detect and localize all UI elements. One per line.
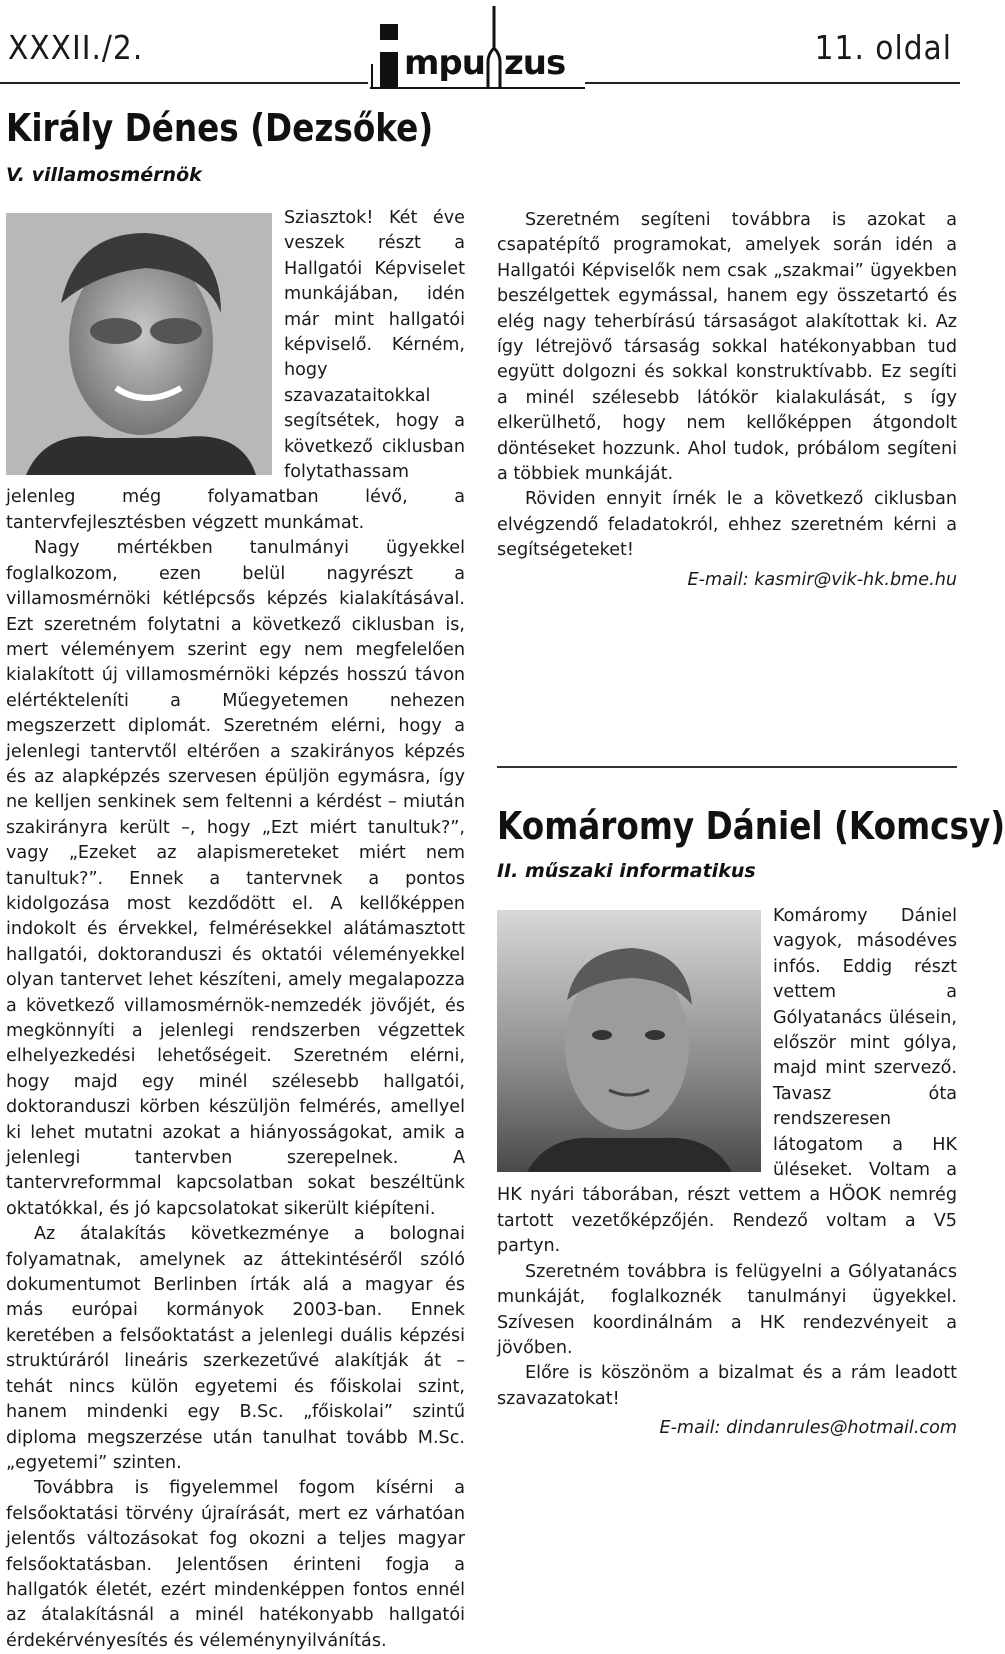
paragraph — [6, 1476, 465, 1654]
header-rule-left — [0, 82, 368, 84]
article-subtitle: II. műszaki informatikus — [497, 860, 756, 882]
paragraph: Az átalakítás következménye a bolognai folyamatnak, amelynek az áttekintéséről szóló dokumentumot Berlinben írták alá a magyar és más európai kormányok 2003-ban. Ennek keretében a felsőoktatást a jelenlegi duális képzési struktúráról lineáris szerkezetűvé alakítják át – tehát nincs külön egyetemi és főiskolai szint, hanem mindenki egy B.Sc. „főiskolai” szintű diploma megszerzése után tanulhat tovább M.Sc. „egyetemi” szinten. — [6, 1224, 465, 1473]
article-title: Komáromy Dániel (Komcsy) — [497, 804, 1005, 848]
paragraph: Nagy mértékben tanulmányi ügyekkel foglalkozom, ezen belül nagyrészt a villamosmérnöki kétlépcsős képzés kialakításával. Ezt szeretném folytatni a következő ciklusban is, mert véleményem szerint egy nem megfelelően kialakított új villamosmérnöki képzés hosszú távon elértékteleníti a Műegyetemen nehezen megszerzett diplomát. Szeretném elérni, hogy a jelenlegi tantervtől eltérően a szakirányos képzés és az alapképzés szervesen épüljön egymásra, így ne kelljen senkinek sem feltenni a kérdést – miután szakirányra került –, hogy „Ezt miért tanultuk?”, vagy „Ezeket az alapismereteket miért nem tanultuk?”. Ennek a tantervnek a pontos kidolgozása most kezdődött el. A kellőképpen indokolt és érvekkel, felmérésekkel alátámasztott hallgatói, doktoranduszi és oktatói véleményekkel olyan tantervet lehet készíteni, amely megalapozza a következő villamosmérnök-nemzedék jövőjét, és megkönnyíti a jelenlegi rendszerben végzettek elhelyezkedési lehetőségeit. Szeretném elérni, hogy majd egy minél szélesebb hallgatói, doktoranduszi körben készüljön felmérés, amellyel ki lehet mutatni azokat a hiányosságokat, amik a jelenlegi tantervben szerepelnek. A tantervreformmal kapcsolatban sokat beszéltünk oktatókkal, és jó kapcsolatokat sikerült kiépíteni. — [6, 538, 465, 1219]
paragraph: Szeretném segíteni továbbra is azokat a csapatépítő programokat, amelyek során idén a Hallgatói Képviselők nem csak „szakmai” ügyekben beszélgettek egymással, hanem egy összetartó és elég nagy teherbírású társaságot alakítottak ki. Az így létrejövő társaság sokkal hatékonyabban tud együtt dolgozni és sokkal konstruktívabb. Ez segíti a minél szélesebb látókör kialakulását, s így elkerülhető, hogy nem kellőképpen átgondolt döntéseket hozzunk. Ahol tudok, próbálom segíteni a többiek munkáját. — [497, 210, 957, 485]
article-body-right — [497, 208, 957, 593]
svg-text:mpu: mpu — [404, 43, 485, 83]
article-subtitle: V. villamosmérnök — [6, 164, 202, 186]
portrait-photo — [6, 213, 272, 475]
issue-number: XXXII./2. — [8, 28, 144, 67]
paragraph: Előre is köszönöm a bizalmat és a rám leadott szavazatokat! — [497, 1363, 957, 1409]
article-title: Király Dénes (Dezsőke) — [6, 106, 434, 150]
author-email[interactable]: E-mail: dindanrules@hotmail.com — [659, 1418, 957, 1439]
author-email[interactable]: E-mail: kasmir@vik-hk.bme.hu — [687, 569, 957, 590]
impulzus-logo — [370, 4, 585, 90]
article2-body — [497, 904, 957, 1442]
article-body-left — [6, 206, 465, 1651]
paragraph: Komáromy Dániel vagyok, másodéves infós. Eddig részt vettem a Gólyatanács ülésein, először mint gólya, majd mint szervező. Tavasz óta rendszeresen látogatom a HK üléseket. Voltam a HK nyári táborában, részt vettem a HÖOK nemrég tartott vezetőképzőjén. Rendező voltam a V5 partyn. — [497, 906, 957, 1257]
paragraph: Röviden ennyit írnék le a következő ciklusban elvégzendő feladatokról, ehhez szeretném kérni a segítségeteket! — [497, 489, 957, 561]
paragraph: Sziasztok! Két éve veszek részt a Hallgatói Képviselet munkájában, idén már mint hallgatói képviselő. Kérném, hogy szavazataitokkal segítsétek, hogy a következő ciklusban folytathassam jelenleg még folyamatban lévő, a tantervfejlesztésben végzett munkámat. — [6, 208, 465, 533]
paragraph-continued: Továbbra is figyelemmel fogom kísérni a felsőoktatási törvény újraírását, mert ez várhatóan jelentős változásokat fog okozni a teljes magyar felsőoktatásban. Jelentősen érinteni fogja a hallgatók életét, ezért mindenképpen fontos ennél az átalakításnál a minél hatékonyabb hallgatói érdekérvényesítés és véleménynyilvánítás. — [6, 1478, 465, 1651]
header-rule-right — [585, 82, 960, 84]
portrait-photo — [497, 910, 761, 1172]
photo-placeholder — [6, 213, 272, 475]
svg-text:zus: zus — [504, 43, 566, 83]
paragraph: Szeretném továbbra is felügyelni a Gólyatanács munkáját, foglalkoznék tanulmányi ügyekkel. Szívesen koordinálnám a HK rendezvényeit a jövőben. — [497, 1261, 957, 1358]
article-separator — [497, 766, 957, 768]
photo-placeholder — [497, 910, 761, 1172]
page-number: 11. oldal — [814, 28, 952, 67]
